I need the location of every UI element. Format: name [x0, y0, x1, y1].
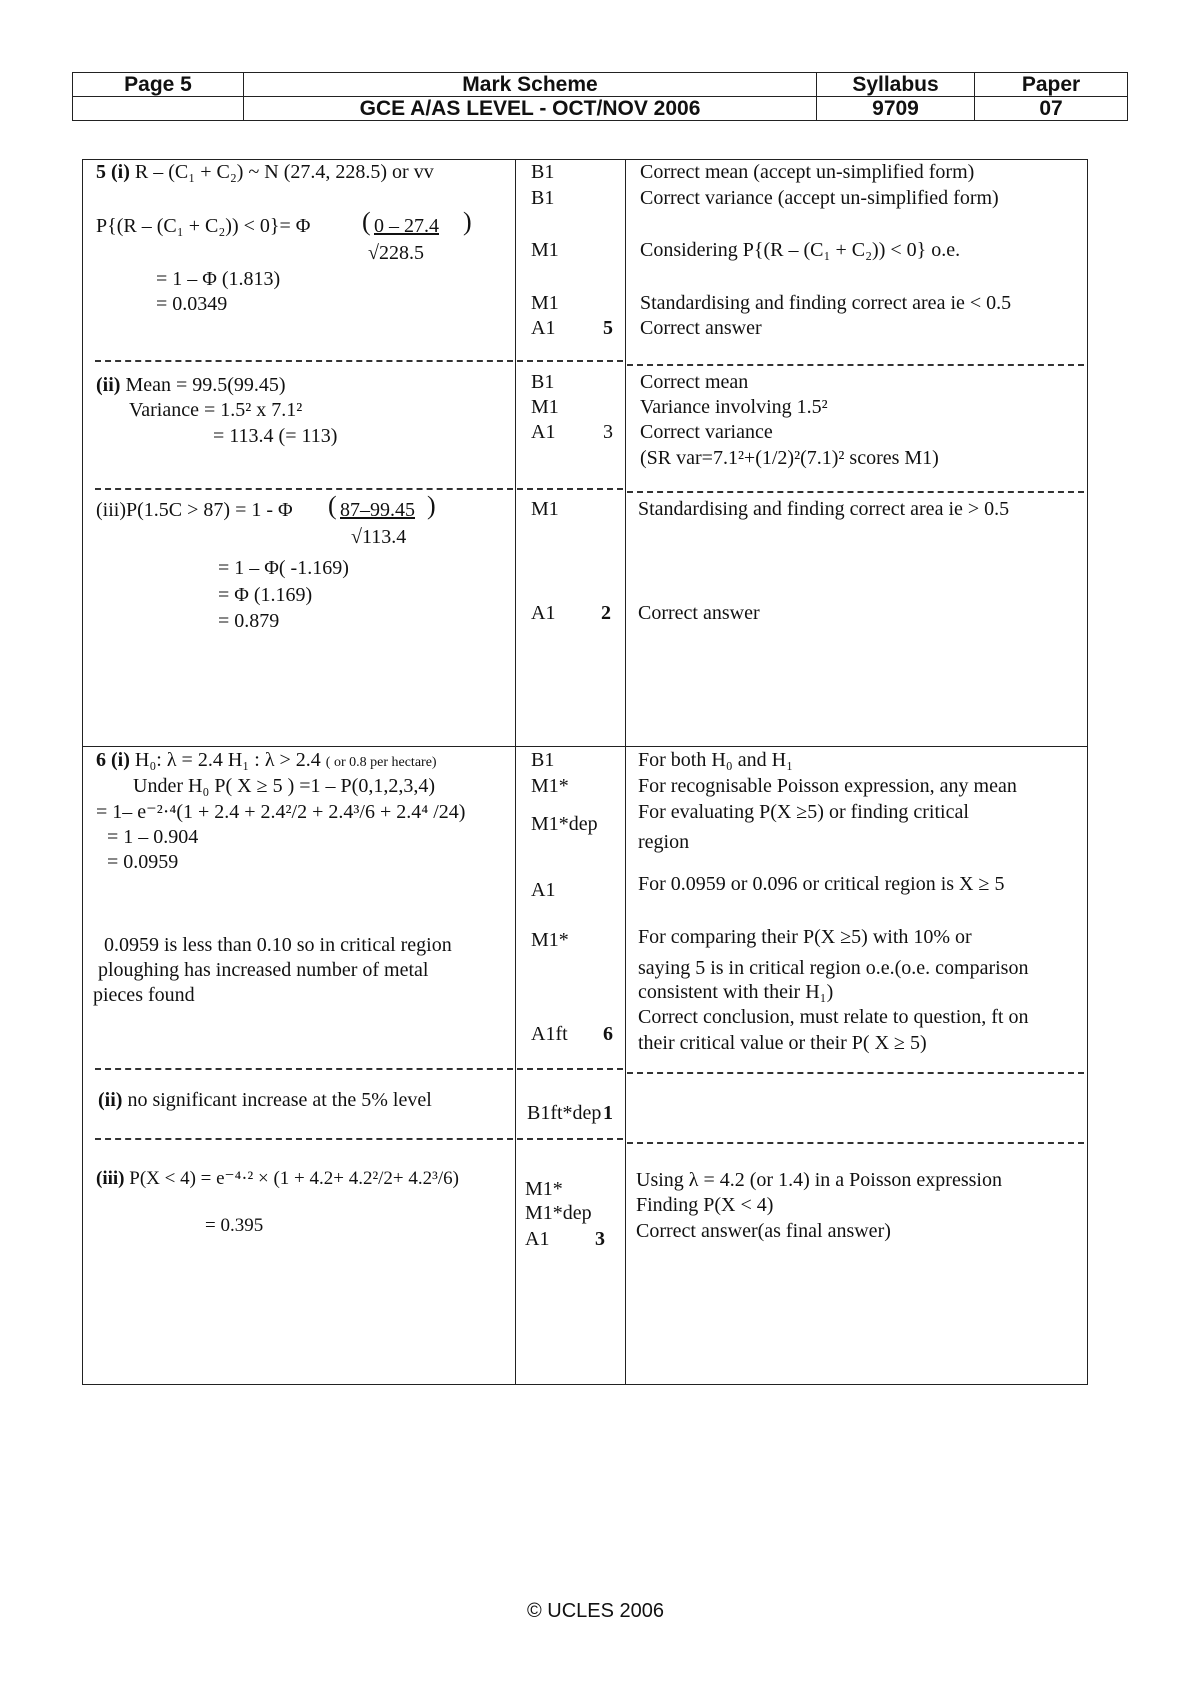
- comment: Correct mean (accept un-simplified form): [640, 161, 975, 183]
- row-divider: [517, 1138, 623, 1140]
- q6i-conclusion: 0.0959 is less than 0.10 so in critical region: [104, 934, 452, 956]
- comment: For evaluating P(X ≥5) or finding critical: [638, 801, 969, 823]
- paper-code: 07: [975, 97, 1128, 121]
- q6ii-text: no significant increase at the 5% level: [127, 1089, 432, 1111]
- mark: B1: [531, 187, 555, 209]
- row-divider: [627, 491, 1084, 493]
- q6iii-line: [96, 1167, 459, 1191]
- comment: (SR var=7.1²+(1/2)²(7.1)² scores M1): [640, 447, 939, 469]
- q5iii-working: = Φ (1.169): [218, 584, 313, 606]
- mark: B1: [531, 371, 555, 393]
- mark: M1: [531, 498, 559, 520]
- q5ii-label: (ii): [96, 374, 121, 396]
- comment: Correct answer(as final answer): [636, 1220, 891, 1242]
- comment: Correct answer: [640, 317, 762, 339]
- q5i-bracket: (: [362, 207, 371, 236]
- mark: B1: [531, 161, 555, 183]
- paper-label: Paper: [975, 73, 1128, 97]
- comment: Using λ = 4.2 (or 1.4) in a Poisson expression: [636, 1169, 1002, 1191]
- mark: M1: [531, 292, 559, 314]
- comment: Considering P{(R – (C₁ + C₂)) < 0} o.e.: [640, 239, 961, 261]
- q6iii-answer: = 0.395: [205, 1215, 264, 1236]
- qualification: GCE A/AS LEVEL - OCT/NOV 2006: [244, 97, 817, 121]
- comment: For both H₀ and H₁: [638, 749, 794, 771]
- comment: Correct answer: [638, 602, 760, 624]
- comment: Correct variance (accept un-simplified form): [640, 187, 999, 209]
- q5i-probability: P{(R – (C₁ + C₂)) < 0}= Φ: [96, 215, 311, 237]
- q5iii-numerator: 87–99.45: [340, 499, 415, 521]
- mark: M1*dep: [531, 813, 598, 835]
- q5i-total: 5: [603, 317, 613, 339]
- comment: For 0.0959 or 0.096 or critical region is X ≥ 5: [638, 873, 1005, 895]
- comment: region: [638, 831, 690, 853]
- mark: M1*: [531, 929, 569, 951]
- q6i-total: 6: [603, 1023, 613, 1045]
- q6i-conclusion: pieces found: [93, 984, 195, 1006]
- mark: A1: [531, 421, 556, 443]
- header-table: [72, 72, 1128, 121]
- row-divider: [517, 1068, 623, 1070]
- q6ii-total: 1: [603, 1102, 613, 1124]
- row-divider: [95, 488, 513, 490]
- q6i-under-h0: Under H₀ P( X ≥ 5 ) =1 – P(0,1,2,3,4): [133, 775, 435, 797]
- mark-scheme-title: Mark Scheme: [244, 73, 817, 97]
- comment: Standardising and finding correct area ie < 0.5: [640, 292, 1012, 314]
- mark: A1: [531, 602, 556, 624]
- row-divider: [627, 1142, 1084, 1144]
- row-divider: [95, 360, 513, 362]
- comment: Correct variance: [640, 421, 773, 443]
- comment: Standardising and finding correct area ie > 0.5: [638, 498, 1010, 520]
- q6i-label: 6 (i): [96, 749, 130, 771]
- mark: A1: [525, 1228, 550, 1250]
- q5i-working: = 1 – Φ (1.813): [156, 268, 281, 290]
- q6iii-total: 3: [595, 1228, 605, 1250]
- q6i-poisson: = 1– e⁻²·⁴(1 + 2.4 + 2.4²/2 + 2.4³/6 + 2.4⁴ /24): [96, 801, 466, 823]
- q6i-hypotheses: [96, 748, 437, 775]
- q5iii-label: (iii): [96, 499, 126, 521]
- row-divider: [627, 364, 1084, 366]
- mark: B1: [531, 749, 555, 771]
- comment: For recognisable Poisson expression, any mean: [638, 775, 1017, 797]
- q5ii-mean: Mean = 99.5(99.45): [125, 374, 286, 396]
- comment: Correct conclusion, must relate to question, ft on: [638, 1006, 1029, 1028]
- comment: Correct mean: [640, 371, 749, 393]
- q6iii-label: (iii): [96, 1168, 125, 1189]
- empty-cell: [73, 97, 244, 121]
- q5iii-total: 2: [601, 602, 611, 624]
- q5i-denominator: √228.5: [368, 242, 424, 264]
- q5i-answer: = 0.0349: [156, 293, 228, 315]
- mark: M1: [531, 396, 559, 418]
- mark: M1*: [531, 775, 569, 797]
- q5iii-bracket: ): [427, 491, 436, 520]
- q6i-hypotheses-note: ( or 0.8 per hectare): [325, 755, 437, 770]
- q5i-line1: [96, 160, 434, 184]
- comment: saying 5 is in critical region o.e.(o.e. comparison: [638, 957, 1029, 979]
- column-divider-1: [515, 159, 516, 1385]
- row-divider: [95, 1138, 513, 1140]
- mark: B1ft*dep: [527, 1102, 602, 1124]
- syllabus-label: Syllabus: [817, 73, 975, 97]
- q6ii-label: (ii): [98, 1089, 123, 1111]
- comment: their critical value or their P( X ≥ 5): [638, 1032, 927, 1054]
- comment: Finding P(X < 4): [636, 1194, 774, 1216]
- q6ii-line: [98, 1088, 432, 1112]
- row-divider: [627, 1072, 1084, 1074]
- q5ii-total: 3: [603, 421, 613, 443]
- q5ii-variance: Variance = 1.5² x 7.1²: [129, 399, 303, 421]
- q6i-conclusion: ploughing has increased number of metal: [98, 959, 429, 981]
- q5i-bracket: ): [463, 207, 472, 236]
- q5i-expression: R – (C₁ + C₂) ~ N (27.4, 228.5) or vv: [134, 161, 434, 183]
- q5ii-answer: = 113.4 (= 113): [213, 425, 338, 447]
- q6i-working: = 1 – 0.904: [107, 826, 199, 848]
- question-divider: [82, 746, 1088, 747]
- mark: M1: [531, 239, 559, 261]
- mark: A1: [531, 879, 556, 901]
- q5iii-answer: = 0.879: [218, 610, 280, 632]
- q5iii-line1: [96, 498, 293, 522]
- row-divider: [517, 360, 623, 362]
- q5ii-line1: [96, 373, 286, 397]
- q5iii-working: = 1 – Φ( -1.169): [218, 557, 349, 579]
- comment: Variance involving 1.5²: [640, 396, 828, 418]
- q6iii-expression: P(X < 4) = e⁻⁴·² × (1 + 4.2+ 4.2²/2+ 4.2³/6): [129, 1168, 459, 1189]
- comment: consistent with their H₁): [638, 981, 834, 1003]
- q5iii-denominator: √113.4: [351, 526, 407, 548]
- copyright-footer: © UCLES 2006: [526, 1600, 665, 1622]
- page-number: Page 5: [73, 73, 244, 97]
- mark: A1ft: [531, 1023, 568, 1045]
- comment: For comparing their P(X ≥5) with 10% or: [638, 926, 972, 948]
- mark: M1*: [525, 1178, 563, 1200]
- q5i-label: 5 (i): [96, 161, 130, 183]
- mark: A1: [531, 317, 556, 339]
- q6i-hypotheses-text: H₀: λ = 2.4 H₁ : λ > 2.4: [134, 749, 321, 771]
- row-divider: [95, 1068, 513, 1070]
- q6i-answer: = 0.0959: [107, 851, 179, 873]
- q5iii-bracket: (: [328, 491, 337, 520]
- q5i-numerator: 0 – 27.4: [374, 215, 439, 237]
- syllabus-code: 9709: [817, 97, 975, 121]
- column-divider-2: [625, 159, 626, 1385]
- mark: M1*dep: [525, 1202, 592, 1224]
- row-divider: [517, 488, 623, 490]
- q5iii-probability: P(1.5C > 87) = 1 - Φ: [126, 499, 293, 521]
